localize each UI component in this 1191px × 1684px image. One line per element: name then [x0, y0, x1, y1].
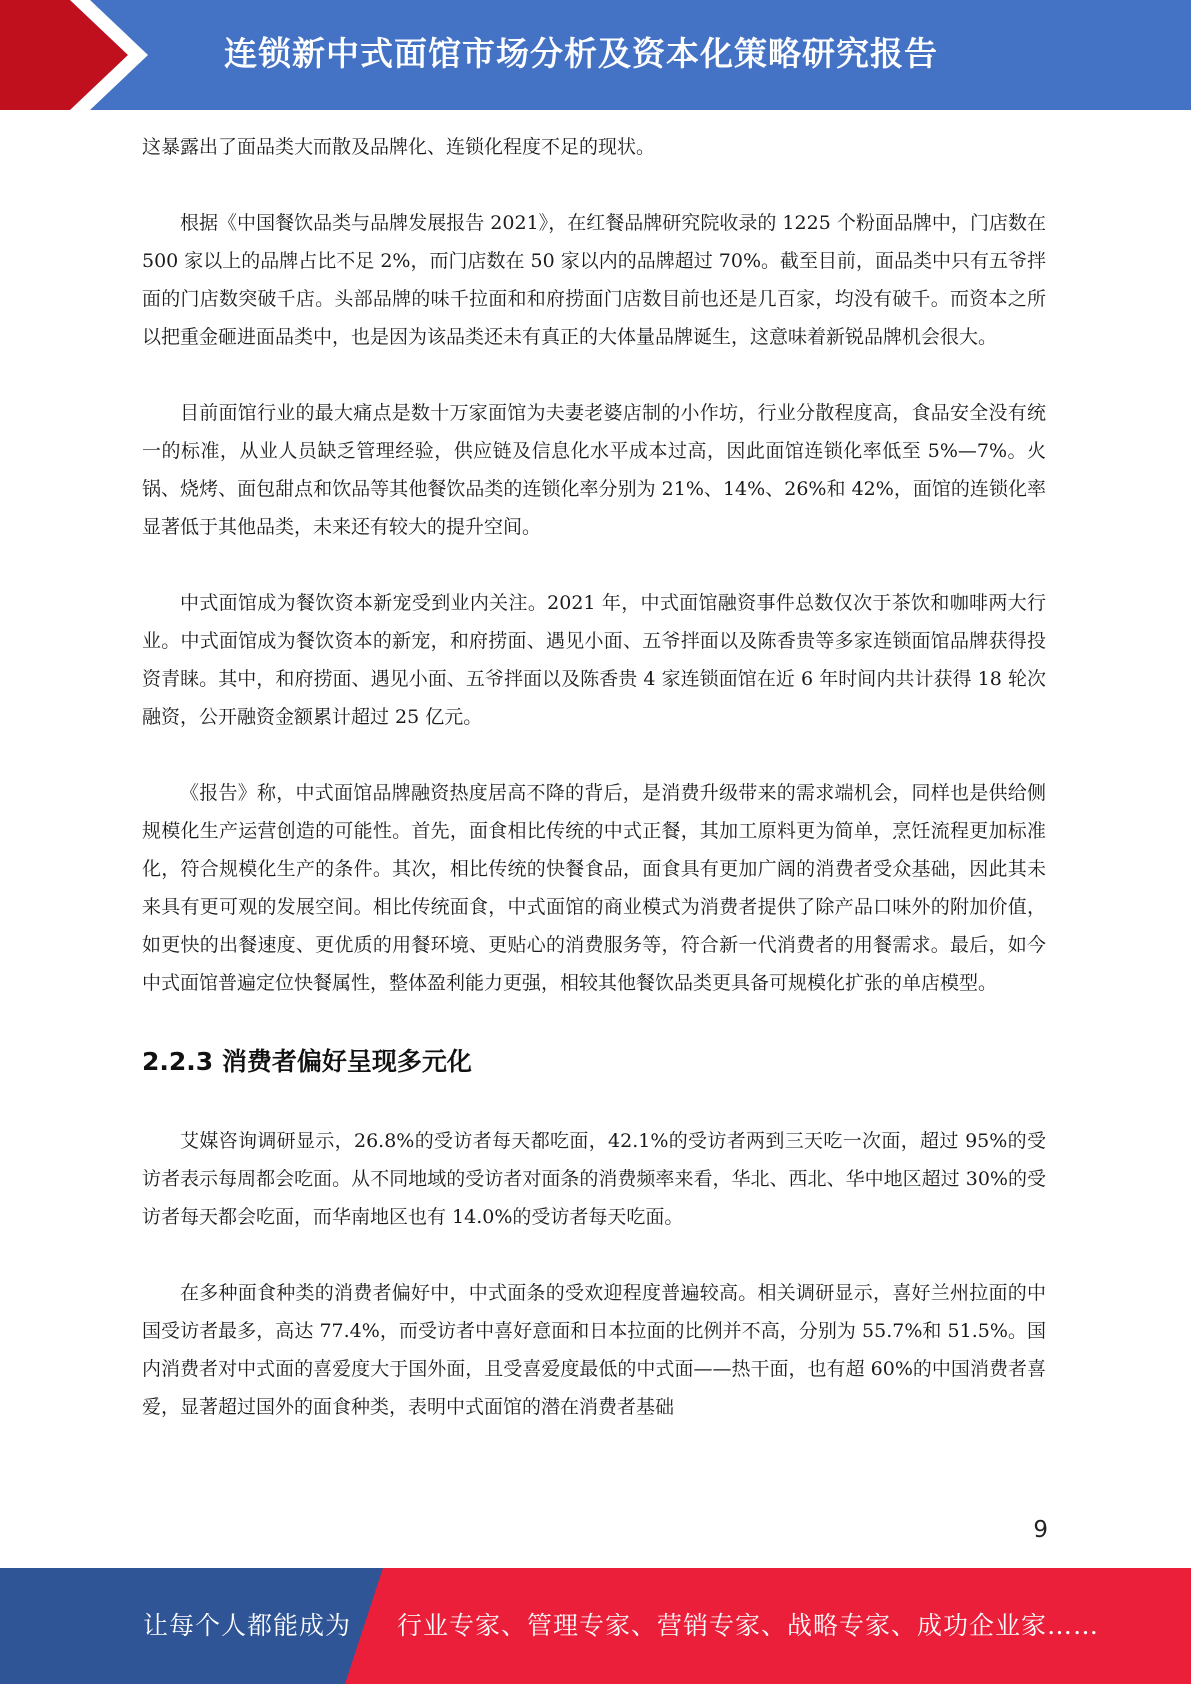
header-chevron-decoration [0, 0, 160, 110]
paragraph-6: 在多种面食种类的消费者偏好中，中式面条的受欢迎程度普遍较高。相关调研显示，喜好兰州拉面的中国受访者最多，高达 77.4%，而受访者中喜好意面和日本拉面的比例并不高，分别为 55.7%和 51.5%。国内消费者对中式面的喜爱度大于国外面，且受喜爱度最低的中式面——热干面，也有超 60%的中国消费者喜爱，显著超过国外的面食种类，表明中式面馆的潜在消费者基础 [142, 1282, 1046, 1418]
footer-slogan-right: 行业专家、管理专家、营销专家、战略专家、成功企业家…… [397, 1611, 1100, 1640]
section-heading: 2.2.3 消费者偏好呈现多元化 [142, 1047, 472, 1076]
paragraph-3: 中式面馆成为餐饮资本新宠受到业内关注。2021 年，中式面馆融资事件总数仅次于茶饮和咖啡两大行业。中式面馆成为餐饮资本的新宠，和府捞面、遇见小面、五爷拌面以及陈香贵等多家连锁面馆品牌获得投资青睐。其中，和府捞面、遇见小面、五爷拌面以及陈香贵 4 家连锁面馆在近 6 年时间内共计获得 18 轮次融资，公开融资金额累计超过 25 亿元。 [142, 592, 1046, 728]
paragraph-4: 《报告》称，中式面馆品牌融资热度居高不降的背后，是消费升级带来的需求端机会，同样也是供给侧规模化生产运营创造的可能性。首先，面食相比传统的中式正餐，其加工原料更为简单，烹饪流程更加标准化，符合规模化生产的条件。其次，相比传统的快餐食品，面食具有更加广阔的消费者受众基础，因此其未来具有更可观的发展空间。相比传统面食，中式面馆的商业模式为消费者提供了除产品口味外的附加价值，如更快的出餐速度、更优质的用餐环境、更贴心的消费服务等，符合新一代消费者的用餐需求。最后，如今中式面馆普遍定位快餐属性，整体盈利能力更强，相较其他餐饮品类更具备可规模化扩张的单店模型。 [142, 782, 1046, 994]
page-header [0, 0, 1191, 110]
report-title: 连锁新中式面馆市场分析及资本化策略研究报告 [224, 34, 938, 73]
paragraph-2: 目前面馆行业的最大痛点是数十万家面馆为夫妻老婆店制的小作坊，行业分散程度高，食品安全没有统一的标准，从业人员缺乏管理经验，供应链及信息化水平成本过高，因此面馆连锁化率低至 5%—7%。火锅、烧烤、面包甜点和饮品等其他餐饮品类的连锁化率分别为 21%、14%、26%和 42%，面馆的连锁化率显著低于其他品类，未来还有较大的提升空间。 [142, 402, 1046, 538]
footer-slogan-left: 让每个人都能成为 [143, 1611, 352, 1640]
page-number: 9 [1033, 1517, 1048, 1543]
paragraph-1: 根据《中国餐饮品类与品牌发展报告 2021》，在红餐品牌研究院收录的 1225 个粉面品牌中，门店数在 500 家以上的品牌占比不足 2%，而门店数在 50 家以内的品牌超过 70%。截至目前，面品类中只有五爷拌面的门店数突破千店。头部品牌的味千拉面和和府捞面门店数目前也还是几百家，均没有破千。而资本之所以把重金砸进面品类中，也是因为该品类还未有真正的大体量品牌诞生，这意味着新锐品牌机会很大。 [142, 212, 1047, 348]
paragraph-5: 艾媒咨询调研显示，26.8%的受访者每天都吃面，42.1%的受访者两到三天吃一次面，超过 95%的受访者表示每周都会吃面。从不同地域的受访者对面条的消费频率来看，华北、西北、华中地区超过 30%的受访者每天都会吃面，而华南地区也有 14.0%的受访者每天吃面。 [142, 1130, 1046, 1228]
paragraph-0: 这暴露出了面品类大而散及品牌化、连锁化程度不足的现状。 [142, 136, 656, 158]
document-body [142, 128, 1046, 1426]
page-footer [0, 1568, 1191, 1684]
